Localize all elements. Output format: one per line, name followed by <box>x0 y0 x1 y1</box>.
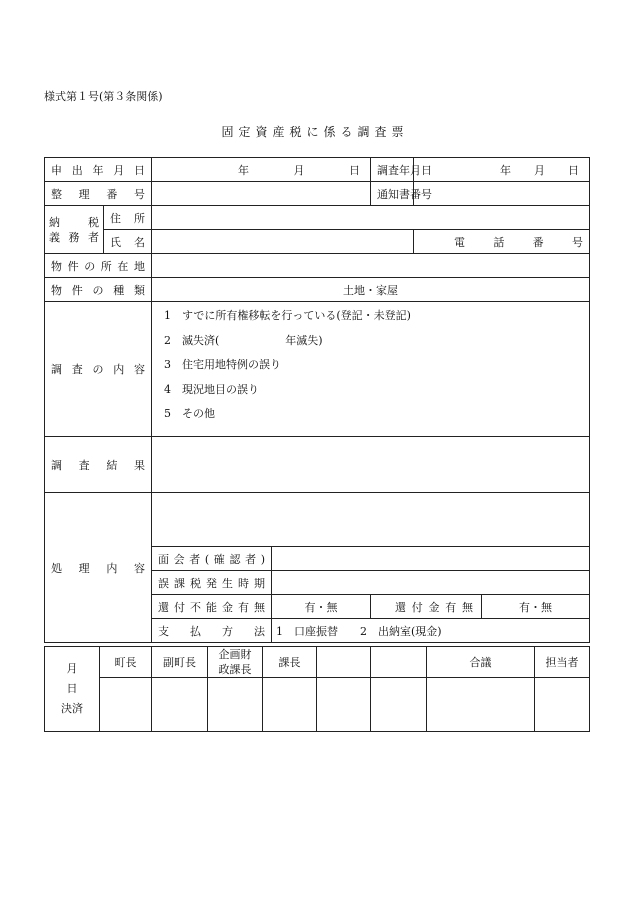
day-label: 日 <box>568 163 580 177</box>
error-period-label: 誤課税発生時期 <box>152 571 272 595</box>
non-refundable-label: 還付不能金有無 <box>152 595 272 619</box>
phone-label: 電話番号 <box>414 230 590 254</box>
consultation-header: 合議 <box>427 647 535 678</box>
survey-item: 3 住宅用地特例の誤り <box>164 358 281 371</box>
month-label: 月 <box>534 163 546 177</box>
processing-label: 処理内容 <box>45 493 152 643</box>
planning-line2: 政課長 <box>218 663 252 676</box>
form-title: 固定資産税に係る調査票 <box>221 125 409 139</box>
year-label: 年 <box>238 163 249 177</box>
payment-method-options[interactable]: 1 口座振替 2 出納室(現金) <box>272 619 590 643</box>
planning-finance-stamp-box[interactable] <box>208 678 263 732</box>
non-refundable-choice[interactable]: 有・無 <box>272 595 371 619</box>
approval-table <box>44 646 590 732</box>
address-label: 住所 <box>104 206 152 230</box>
survey-date-label: 調査年月日 <box>371 158 414 182</box>
address-field[interactable] <box>152 206 590 230</box>
section-chief-stamp-box[interactable] <box>263 678 317 732</box>
mayor-header: 町長 <box>100 647 152 678</box>
taxpayer-label <box>45 206 104 254</box>
notice-number-field[interactable] <box>414 182 590 206</box>
consultation-stamp-box[interactable] <box>427 678 535 732</box>
taxpayer-label-line2: 義務者 <box>49 230 99 244</box>
stamp-box[interactable] <box>317 678 371 732</box>
staff-header: 担当者 <box>535 647 590 678</box>
approval-month: 月 <box>66 662 78 675</box>
survey-date-field[interactable] <box>414 158 590 182</box>
survey-item: 2 滅失済( 年滅失) <box>164 333 323 347</box>
section-chief-header: 課長 <box>263 647 317 678</box>
mayor-stamp-box[interactable] <box>100 678 152 732</box>
approval-day: 日 <box>66 682 78 695</box>
payment-method-label: 支払方法 <box>152 619 272 643</box>
planning-line1: 企画財 <box>218 648 252 661</box>
survey-result-field[interactable] <box>152 437 590 493</box>
day-label: 日 <box>349 163 360 177</box>
survey-result-label: 調査結果 <box>45 437 152 493</box>
refund-choice[interactable]: 有・無 <box>482 595 590 619</box>
approval-date-cell <box>45 647 100 732</box>
name-label: 氏名 <box>104 230 152 254</box>
notice-number-label: 通知書番号 <box>371 182 414 206</box>
application-date-label: 申出年月日 <box>45 158 152 182</box>
approval-kessai: 決済 <box>61 702 83 715</box>
form-id: 様式第１号(第３条関係) <box>44 90 163 103</box>
property-type-value: 土地・家屋 <box>152 278 590 302</box>
month-label: 月 <box>293 163 305 177</box>
error-period-field[interactable] <box>272 571 590 595</box>
interviewee-field[interactable] <box>272 547 590 571</box>
survey-item: 5 その他 <box>164 407 215 420</box>
interviewee-label: 面会者(確認者) <box>152 547 272 571</box>
survey-item: 4 現況地目の誤り <box>164 382 259 396</box>
survey-content-label: 調査の内容 <box>45 302 152 437</box>
year-label: 年 <box>500 163 512 177</box>
vice-mayor-stamp-box[interactable] <box>152 678 208 732</box>
stamp-box[interactable] <box>371 678 427 732</box>
taxpayer-label-line1: 納 税 <box>49 215 99 229</box>
planning-finance-header <box>208 647 263 678</box>
staff-stamp-box[interactable] <box>535 678 590 732</box>
vice-mayor-header: 副町長 <box>152 647 208 678</box>
blank-header <box>371 647 427 678</box>
property-location-label: 物件の所在地 <box>45 254 152 278</box>
name-field[interactable] <box>152 230 414 254</box>
survey-item: 1 すでに所有権移転を行っている(登記・未登記) <box>164 309 411 322</box>
survey-content-items <box>152 302 590 437</box>
blank-header <box>317 647 371 678</box>
property-location-field[interactable] <box>152 254 590 278</box>
processing-field[interactable] <box>152 493 590 547</box>
ref-number-field[interactable] <box>152 182 371 206</box>
survey-form-table <box>44 157 590 643</box>
property-type-label: 物件の種類 <box>45 278 152 302</box>
application-date-field[interactable] <box>152 158 371 182</box>
refund-label: 還付金有無 <box>371 595 482 619</box>
ref-number-label: 整理番号 <box>45 182 152 206</box>
